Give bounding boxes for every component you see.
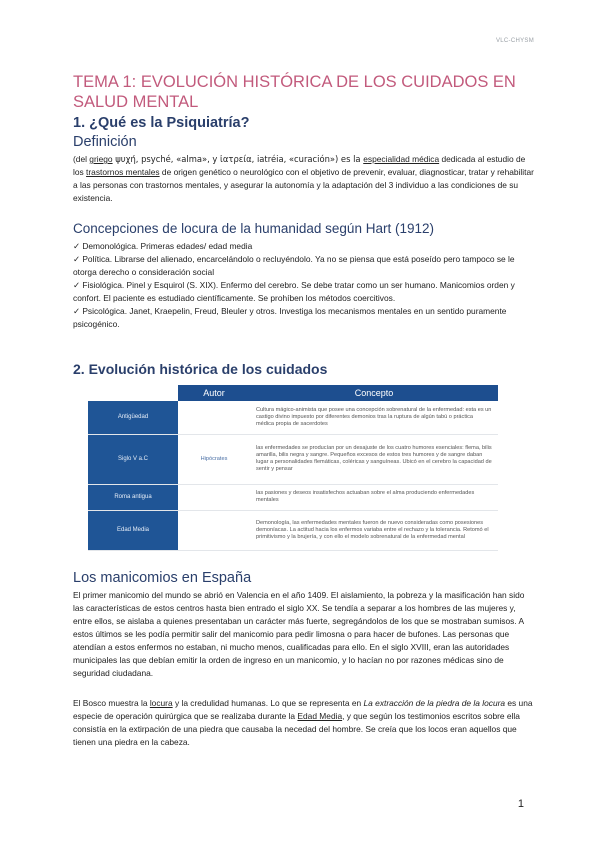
cuidados-table (88, 385, 498, 551)
paragraph-text: es una especie de operación quirúrgica que se realizaba durante la (73, 698, 533, 721)
definition-subheading: Definición (73, 134, 137, 150)
section2-heading: 2. Evolución histórica de los cuidados (73, 361, 328, 377)
table-row (88, 401, 498, 434)
table-header-concepto: Concepto (250, 385, 498, 401)
table-row-autor (178, 401, 250, 434)
document-title: TEMA 1: EVOLUCIÓN HISTÓRICA DE LOS CUIDADOS EN SALUD MENTAL (73, 73, 516, 111)
concepcion-item: ✓ Política. Librarse del alienado, encarcelándolo o recluyéndolo. Ya no se piensa que está poseído pero tampoco se le otorga derecho o consideración social (73, 254, 515, 277)
link-edad-media[interactable]: Edad Media (297, 711, 343, 721)
table-row-autor: Hipócrates (178, 434, 250, 484)
table-row-autor (178, 510, 250, 550)
table-row (88, 434, 498, 484)
table-row (88, 484, 498, 510)
concepciones-heading: Concepciones de locura de la humanidad según Hart (1912) (73, 221, 434, 236)
definition-paragraph (73, 153, 535, 205)
paragraph-text: , y que según los testimonios escritos sobre ella consistía en la extirpación de una piedra que causaba la necedad del hombre. Se creía que los locos eran aquellos que tienen una piedra en la cabeza. (73, 711, 520, 747)
paragraph-text: El Bosco muestra la (73, 698, 150, 708)
paragraph-text: y la credulidad humanas. Lo que se representa en (172, 698, 364, 708)
link-locura[interactable]: locura (149, 698, 173, 708)
table-row-era: Antigüedad (88, 401, 178, 434)
manicomios-paragraph-2 (73, 697, 535, 749)
table-row-autor (178, 484, 250, 510)
table-row (88, 510, 498, 550)
table-row-era: Edad Media (88, 510, 178, 550)
manicomios-heading: Los manicomios en España (73, 570, 252, 586)
table-row-concepto: Demonología, las enfermedades mentales fueron de nuevo consideradas como posesiones demoníacas. La actitud hacia los enfermos variaba entre el rechazo y la tolerancia. Retomó el primitivismo y la brujería, y con ello el modelo sobrenatural de la enfermedad mental (250, 510, 498, 550)
link-especialidad-medica[interactable]: especialidad médica (363, 154, 440, 164)
concepciones-list (73, 240, 535, 331)
table-row-era: Siglo V a.C (88, 434, 178, 484)
concepcion-item: ✓ Psicológica. Janet, Kraepelin, Freud, Bleuler y otros. Investiga los mecanismos mentales en un sentido puramente psicogénico. (73, 306, 507, 329)
table-row-concepto: las enfermedades se producían por un desajuste de los cuatro humores esenciales: flema, bilis amarilla, bilis negra y sangre. Pequeños excesos de estos tres humores y de sangre daban lugar a personalidades flemáticas, coléricas y sanguíneas. Ubicó en el cerebro la capacidad de sentir y pensar (250, 434, 498, 484)
table-row-concepto: Cultura mágico-animista que posee una concepción sobrenatural de la enfermedad: esta es un castigo divino impuesto por diferentes demonios tras la ruptura de algún tabú o práctica médica propia de sacerdotes (250, 401, 498, 434)
concepcion-item: ✓ Fisiológica. Pinel y Esquirol (S. XIX). Enfermo del cerebro. Se debe tratar como un ser humano. Manicomios orden y confort. El paciente es estudiado científicamente. Se prohíben los métodos coercitivos. (73, 280, 515, 303)
page-number: 1 (517, 798, 524, 810)
table-header-row (88, 385, 498, 401)
manicomios-paragraph-1: El primer manicomio del mundo se abrió en Valencia en el año 1409. El aislamiento, la pobreza y la masificación han sido las características de estos centros hasta bien entrado el siglo XX. Se tendía a separar a los hombres de las mujeres y, entre ellos, se aislaba a quienes presentaban un carácter más fuerte, segregándolos de los que se mostraban sumisos. A estos últimos se les podía permitir salir del manicomio para pedir limosna o para hacer de bufones. Las personas que atendían a estos enfermos no estaban, ni mucho menos, cualificadas para ello. En el siglo XVIII, eran las autoridades municipales las que debían emitir la orden de ingreso en un manicomio, y lo hacían no por razones médicas sino de seguridad ciudadana. (73, 590, 525, 678)
concepcion-item: ✓ Demonológica. Primeras edades/ edad media (73, 241, 253, 251)
table-row-concepto: las pasiones y deseos insatisfechos actuaban sobre el alma produciendo enfermedades mentales (250, 484, 498, 510)
header-code: VLC-CHYSM (495, 38, 534, 44)
definition-text: (del (73, 154, 90, 164)
table-header-blank (88, 385, 178, 401)
table-header-autor: Autor (178, 385, 250, 401)
artwork-title: La extracción de la piedra de la locura (363, 698, 506, 708)
definition-text: dedicada al estudio de los (73, 154, 526, 177)
definition-text: ψυχή, psyché, «alma», y ἰατρεία, iatréia, «curación») es la (112, 154, 364, 164)
table-row-era: Roma antigua (88, 484, 178, 510)
link-griego[interactable]: griego (89, 154, 113, 164)
link-trastornos-mentales[interactable]: trastornos mentales (86, 167, 160, 177)
section1-heading: 1. ¿Qué es la Psiquiatría? (73, 115, 250, 131)
definition-text: de origen genético o neurológico con el objetivo de prevenir, evaluar, diagnosticar, tratar y rehabilitar a las personas con trastornos mentales, y asegurar la autonomía y la adaptación del 3 individuo a las condiciones de su existencia. (73, 167, 534, 203)
